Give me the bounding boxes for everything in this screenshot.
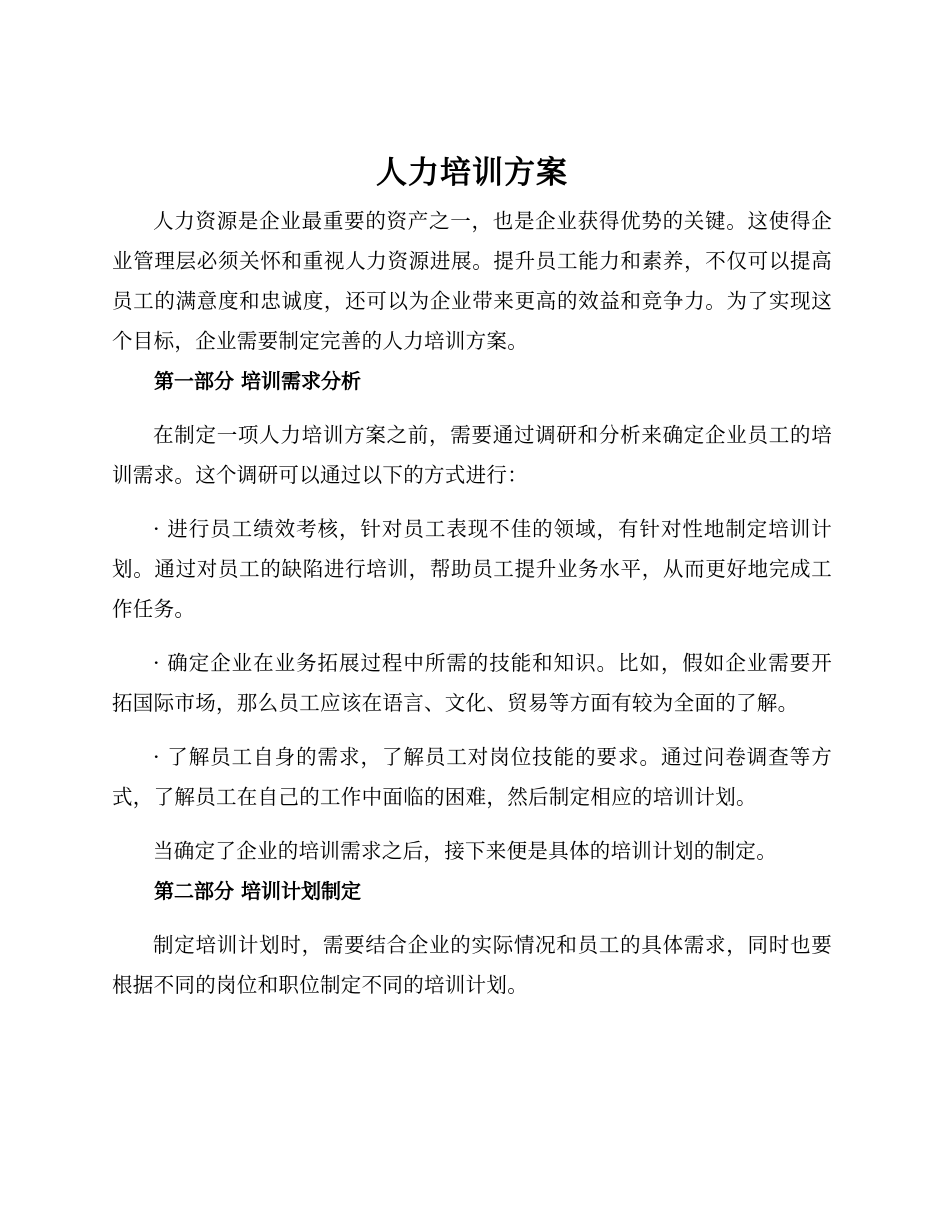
section-1-paragraph: 在制定一项人力培训方案之前，需要通过调研和分析来确定企业员工的培训需求。这个调研可以通过以下的方式进行： (112, 423, 832, 487)
section-2-paragraph: 制定培训计划时，需要结合企业的实际情况和员工的具体需求，同时也要根据不同的岗位和职位制定不同的培训计划。 (112, 933, 832, 997)
section-2-heading: 第二部分 培训计划制定 (154, 879, 361, 903)
document-title: 人力培训方案 (376, 155, 568, 191)
section-1-heading: 第一部分 培训需求分析 (154, 369, 361, 393)
document-body (112, 145, 832, 1005)
bullet-item-skills: · 确定企业在业务拓展过程中所需的技能和知识。比如，假如企业需要开拓国际市场，那么员工应该在语言、文化、贸易等方面有较为全面的了解。 (112, 651, 832, 715)
bullet-item-performance: · 进行员工绩效考核，针对员工表现不佳的领域，有针对性地制定培训计划。通过对员工的缺陷进行培训，帮助员工提升业务水平，从而更好地完成工作任务。 (112, 517, 832, 621)
intro-paragraph: 人力资源是企业最重要的资产之一，也是企业获得优势的关键。这使得企业管理层必须关怀和重视人力资源进展。提升员工能力和素养，不仅可以提高员工的满意度和忠诚度，还可以为企业带来更高的效益和竞争力。为了实现这个目标，企业需要制定完善的人力培训方案。 (112, 209, 832, 353)
bullet-item-employee-needs: · 了解员工自身的需求，了解员工对岗位技能的要求。通过问卷调查等方式，了解员工在自己的工作中面临的困难，然后制定相应的培训计划。 (112, 745, 832, 809)
section-1-conclusion: 当确定了企业的培训需求之后，接下来便是具体的培训计划的制定。 (153, 839, 777, 863)
